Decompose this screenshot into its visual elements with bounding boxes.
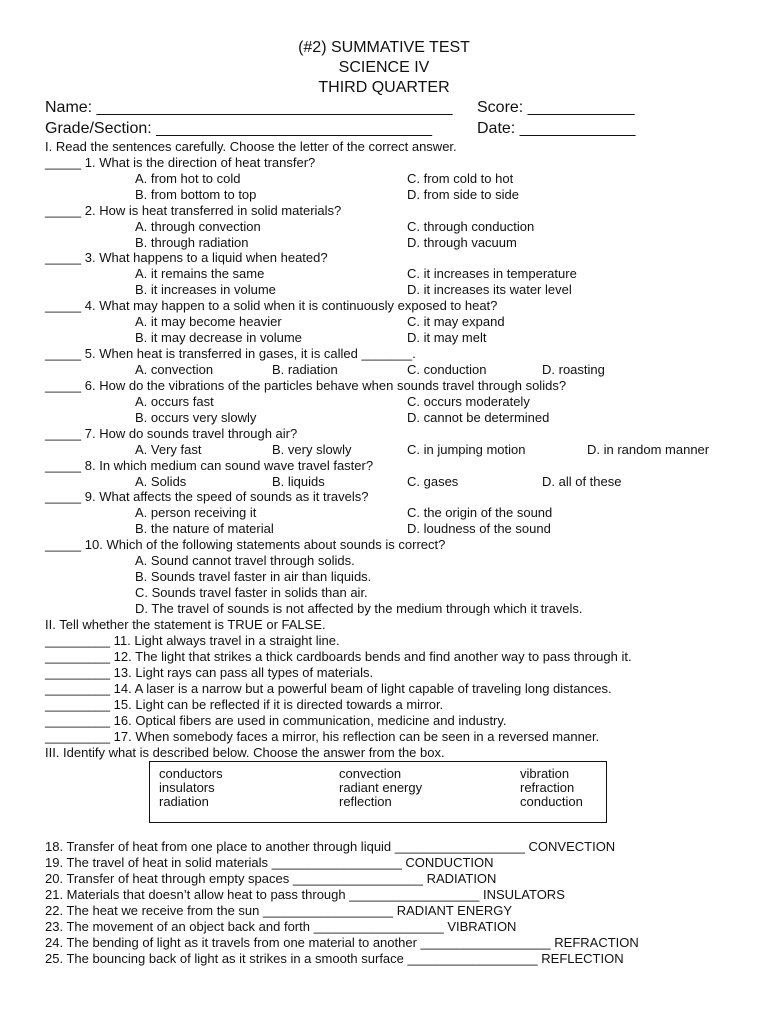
grade-row — [45, 119, 636, 139]
q7-option-a: A. Very fast — [135, 442, 202, 457]
name-field[interactable]: Name: ________________________________________ — [45, 99, 453, 116]
q8-option-a: A. Solids — [135, 474, 187, 489]
q7-option-c: C. in jumping motion — [407, 442, 526, 457]
question-10: _____ 10. Which of the following statements about sounds is correct? — [45, 537, 446, 552]
q3-option-c: C. it increases in temperature — [407, 266, 577, 281]
q5-option-a: A. convection — [135, 362, 214, 377]
q1-option-a: A. from hot to cold — [135, 171, 241, 186]
tf-item: _________ 14. A laser is a narrow but a powerful beam of light capable of traveling long distances. — [45, 681, 612, 696]
identify-item: 21. Materials that doesn’t allow heat to pass through __________________ INSULATORS — [45, 887, 565, 902]
question-3: _____ 3. What happens to a liquid when heated? — [45, 250, 328, 265]
q10-option-a: A. Sound cannot travel through solids. — [135, 553, 355, 568]
q8-option-c: C. gases — [407, 474, 459, 489]
q3-option-d: D. it increases its water level — [407, 282, 572, 297]
q2-option-d: D. through vacuum — [407, 235, 517, 250]
subject-title: SCIENCE IV — [338, 59, 430, 76]
q10-option-d: D. The travel of sounds is not affected by the medium through which it travels. — [135, 601, 583, 616]
q6-option-b: B. occurs very slowly — [135, 410, 257, 425]
box-word: radiation — [159, 794, 209, 809]
q4-option-b: B. it may decrease in volume — [135, 330, 302, 345]
identify-item: 20. Transfer of heat through empty spaces __________________ RADIATION — [45, 871, 497, 886]
q4-option-d: D. it may melt — [407, 330, 487, 345]
name-row — [45, 98, 635, 118]
q3-option-a: A. it remains the same — [135, 266, 265, 281]
box-word: insulators — [159, 780, 215, 795]
box-word: conduction — [520, 794, 583, 809]
box-word: conductors — [159, 766, 223, 781]
part1-instruction: I. Read the sentences carefully. Choose the letter of the correct answer. — [45, 139, 457, 154]
box-word: radiant energy — [339, 780, 423, 795]
identify-item: 22. The heat we receive from the sun __________________ RADIANT ENERGY — [45, 903, 513, 918]
identify-item: 23. The movement of an object back and forth __________________ VIBRATION — [45, 919, 517, 934]
q10-option-b: B. Sounds travel faster in air than liquids. — [135, 569, 372, 584]
score-field[interactable]: Score: ____________ — [477, 99, 635, 116]
identify-item: 25. The bouncing back of light as it strikes in a smooth surface __________________ REFLECTION — [45, 951, 624, 966]
q9-option-d: D. loudness of the sound — [407, 521, 551, 536]
tf-item: _________ 16. Optical fibers are used in communication, medicine and industry. — [45, 713, 507, 728]
q1-option-d: D. from side to side — [407, 187, 519, 202]
question-1: _____ 1. What is the direction of heat transfer? — [45, 155, 316, 170]
q4-option-c: C. it may expand — [407, 314, 505, 329]
q2-option-b: B. through radiation — [135, 235, 249, 250]
q9-option-c: C. the origin of the sound — [407, 505, 553, 520]
q2-option-c: C. through conduction — [407, 219, 535, 234]
q6-option-d: D. cannot be determined — [407, 410, 550, 425]
part2-instruction: II. Tell whether the statement is TRUE or FALSE. — [45, 617, 326, 632]
q1-option-c: C. from cold to hot — [407, 171, 514, 186]
tf-item: _________ 11. Light always travel in a straight line. — [45, 633, 340, 648]
q6-option-c: C. occurs moderately — [407, 394, 530, 409]
q9-option-a: A. person receiving it — [135, 505, 257, 520]
tf-item: _________ 17. When somebody faces a mirror, his reflection can be seen in a reversed manner. — [45, 729, 600, 744]
q8-option-d: D. all of these — [542, 474, 622, 489]
q2-option-a: A. through convection — [135, 219, 261, 234]
question-4: _____ 4. What may happen to a solid when it is continuously exposed to heat? — [45, 298, 498, 313]
q8-option-b: B. liquids — [272, 474, 325, 489]
q5-option-d: D. roasting — [542, 362, 605, 377]
date-field[interactable]: Date: _____________ — [477, 120, 636, 137]
q4-option-a: A. it may become heavier — [135, 314, 282, 329]
box-word: vibration — [520, 766, 570, 781]
question-7: _____ 7. How do sounds travel through air? — [45, 426, 298, 441]
box-word: refraction — [520, 780, 575, 795]
question-2: _____ 2. How is heat transferred in solid materials? — [45, 203, 342, 218]
box-word: convection — [339, 766, 402, 781]
q7-option-d: D. in random manner — [587, 442, 710, 457]
identify-item: 19. The travel of heat in solid materials __________________ CONDUCTION — [45, 855, 494, 870]
q3-option-b: B. it increases in volume — [135, 282, 276, 297]
question-8: _____ 8. In which medium can sound wave travel faster? — [45, 458, 374, 473]
test-title: (#2) SUMMATIVE TEST — [298, 39, 470, 56]
identify-item: 24. The bending of light as it travels from one material to another __________________ REFRACTION — [45, 935, 639, 950]
question-6: _____ 6. How do the vibrations of the particles behave when sounds travel through solids? — [45, 378, 567, 393]
q5-option-c: C. conduction — [407, 362, 487, 377]
part3-instruction: III. Identify what is described below. Choose the answer from the box. — [45, 745, 445, 760]
box-word: reflection — [339, 794, 392, 809]
q1-option-b: B. from bottom to top — [135, 187, 257, 202]
grade-section-field[interactable]: Grade/Section: _______________________________ — [45, 120, 433, 137]
tf-item: _________ 13. Light rays can pass all types of materials. — [45, 665, 374, 680]
q7-option-b: B. very slowly — [272, 442, 352, 457]
quarter-title: THIRD QUARTER — [318, 79, 450, 96]
question-9: _____ 9. What affects the speed of sounds as it travels? — [45, 489, 369, 504]
q9-option-b: B. the nature of material — [135, 521, 274, 536]
q5-option-b: B. radiation — [272, 362, 338, 377]
q6-option-a: A. occurs fast — [135, 394, 214, 409]
identify-item: 18. Transfer of heat from one place to another through liquid __________________ CONVECTION — [45, 839, 616, 854]
tf-item: _________ 15. Light can be reflected if it is directed towards a mirror. — [45, 697, 444, 712]
answer-box — [149, 761, 607, 823]
question-5: _____ 5. When heat is transferred in gases, it is called _______. — [45, 346, 416, 361]
tf-item: _________ 12. The light that strikes a thick cardboards bends and find another way to pass through it. — [45, 649, 632, 664]
q10-option-c: C. Sounds travel faster in solids than air. — [135, 585, 368, 600]
